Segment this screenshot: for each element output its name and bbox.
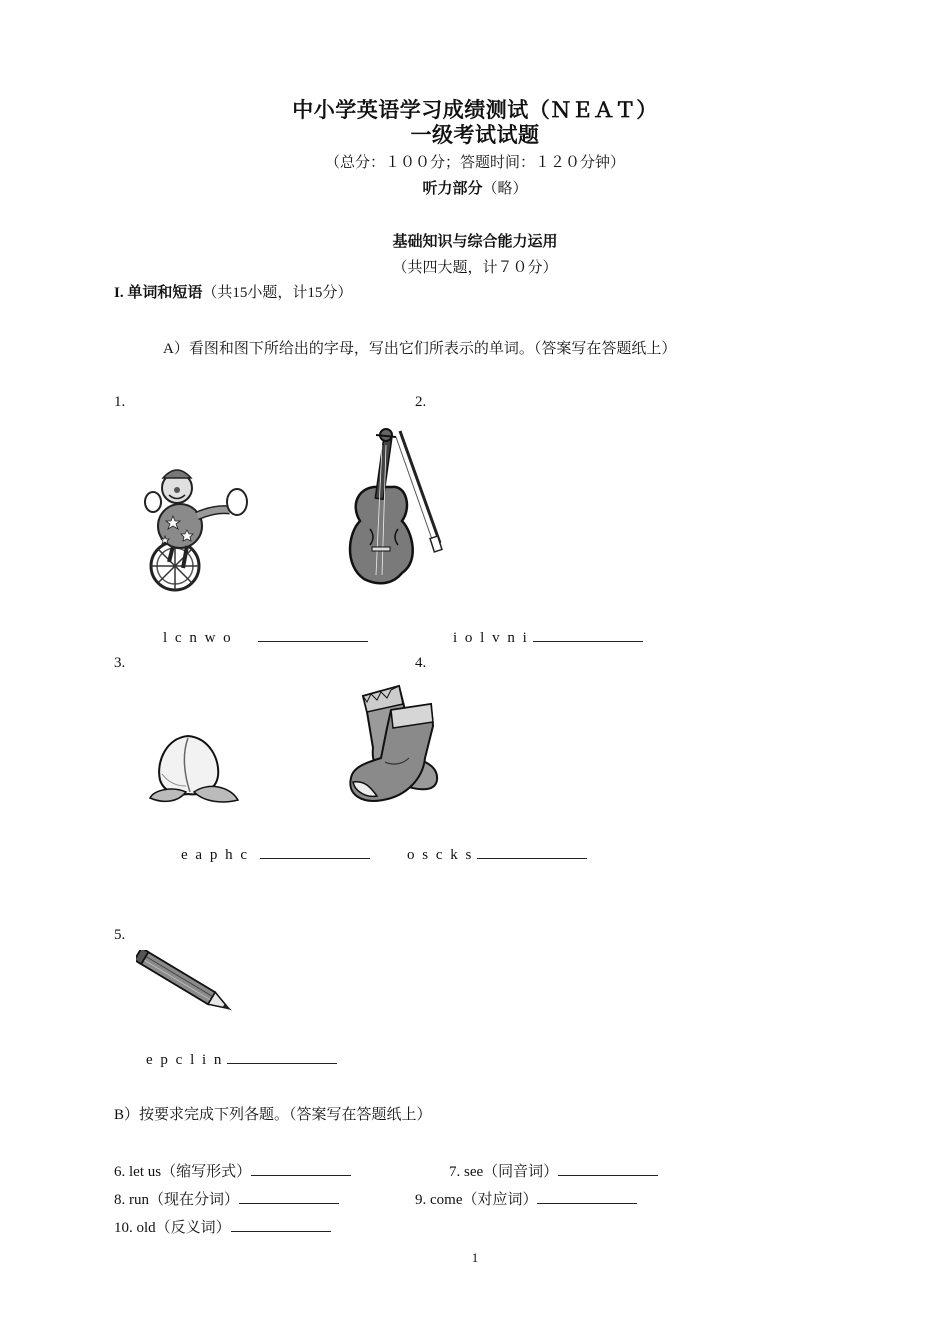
scrambled-letters: i o l v n i [453, 630, 529, 646]
part1-label: I. 单词和短语 [114, 285, 203, 301]
scrambled-row [163, 627, 368, 647]
exam-title-line1: 中小学英语学习成绩测试（ＮＥＡＴ） [292, 98, 658, 122]
question-text: 6. let us（缩写形式） [114, 1164, 252, 1180]
partA-instruction: A）看图和图下所给出的字母，写出它们所表示的单词。（答案写在答题纸上） [163, 341, 677, 357]
section-subtitle: （共四大题，计７０分） [392, 260, 558, 276]
answer-blank [239, 1189, 339, 1204]
section-title: 基础知识与综合能力运用 [392, 234, 558, 250]
clown-icon [135, 458, 255, 593]
scrambled-row [181, 844, 370, 864]
question-text: 8. run（现在分词） [114, 1192, 239, 1208]
scrambled-letters: e p c l i n [146, 1052, 224, 1068]
scrambled-letters: o s c k s [407, 847, 474, 863]
answer-blank [477, 844, 587, 859]
exam-title-line2: 一级考试试题 [410, 123, 540, 147]
answer-blank [227, 1049, 337, 1064]
answer-blank [231, 1217, 331, 1232]
scrambled-letters: l c n w o [163, 630, 233, 646]
listening-note: （略） [482, 181, 528, 197]
question-text: 10. old（反义词） [114, 1220, 231, 1236]
peach-icon [148, 730, 243, 805]
question-text: 7. see（同音词） [449, 1164, 559, 1180]
scrambled-row [453, 627, 643, 647]
page-number: 1 [471, 1250, 479, 1265]
part1-note: （共15小题，计15分） [202, 285, 353, 301]
question-row [415, 1188, 637, 1209]
violin-icon [340, 425, 450, 590]
pencil-icon [136, 950, 248, 1012]
question-row [114, 1216, 331, 1237]
scrambled-row [146, 1049, 337, 1069]
score-info: （总分：１００分；答题时间：１２０分钟） [324, 155, 625, 171]
listening-label: 听力部分 [422, 181, 483, 197]
answer-blank [533, 627, 643, 642]
item-number: 1. [114, 394, 126, 410]
answer-blank [558, 1161, 658, 1176]
question-row [449, 1160, 658, 1181]
question-text: 9. come（对应词） [415, 1192, 538, 1208]
item-number: 2. [415, 394, 427, 410]
item-number: 5. [114, 927, 126, 943]
part1-heading [114, 281, 352, 302]
scrambled-letters: e a p h c [181, 847, 249, 863]
question-row [114, 1188, 339, 1209]
answer-blank [260, 844, 370, 859]
answer-blank [251, 1161, 351, 1176]
answer-blank [537, 1189, 637, 1204]
scrambled-row [407, 844, 587, 864]
listening-heading [0, 177, 950, 198]
item-number: 3. [114, 655, 126, 671]
item-number: 4. [415, 655, 427, 671]
socks-icon [343, 682, 443, 807]
question-row [114, 1160, 351, 1181]
answer-blank [258, 627, 368, 642]
partB-instruction: B）按要求完成下列各题。（答案写在答题纸上） [114, 1107, 432, 1123]
